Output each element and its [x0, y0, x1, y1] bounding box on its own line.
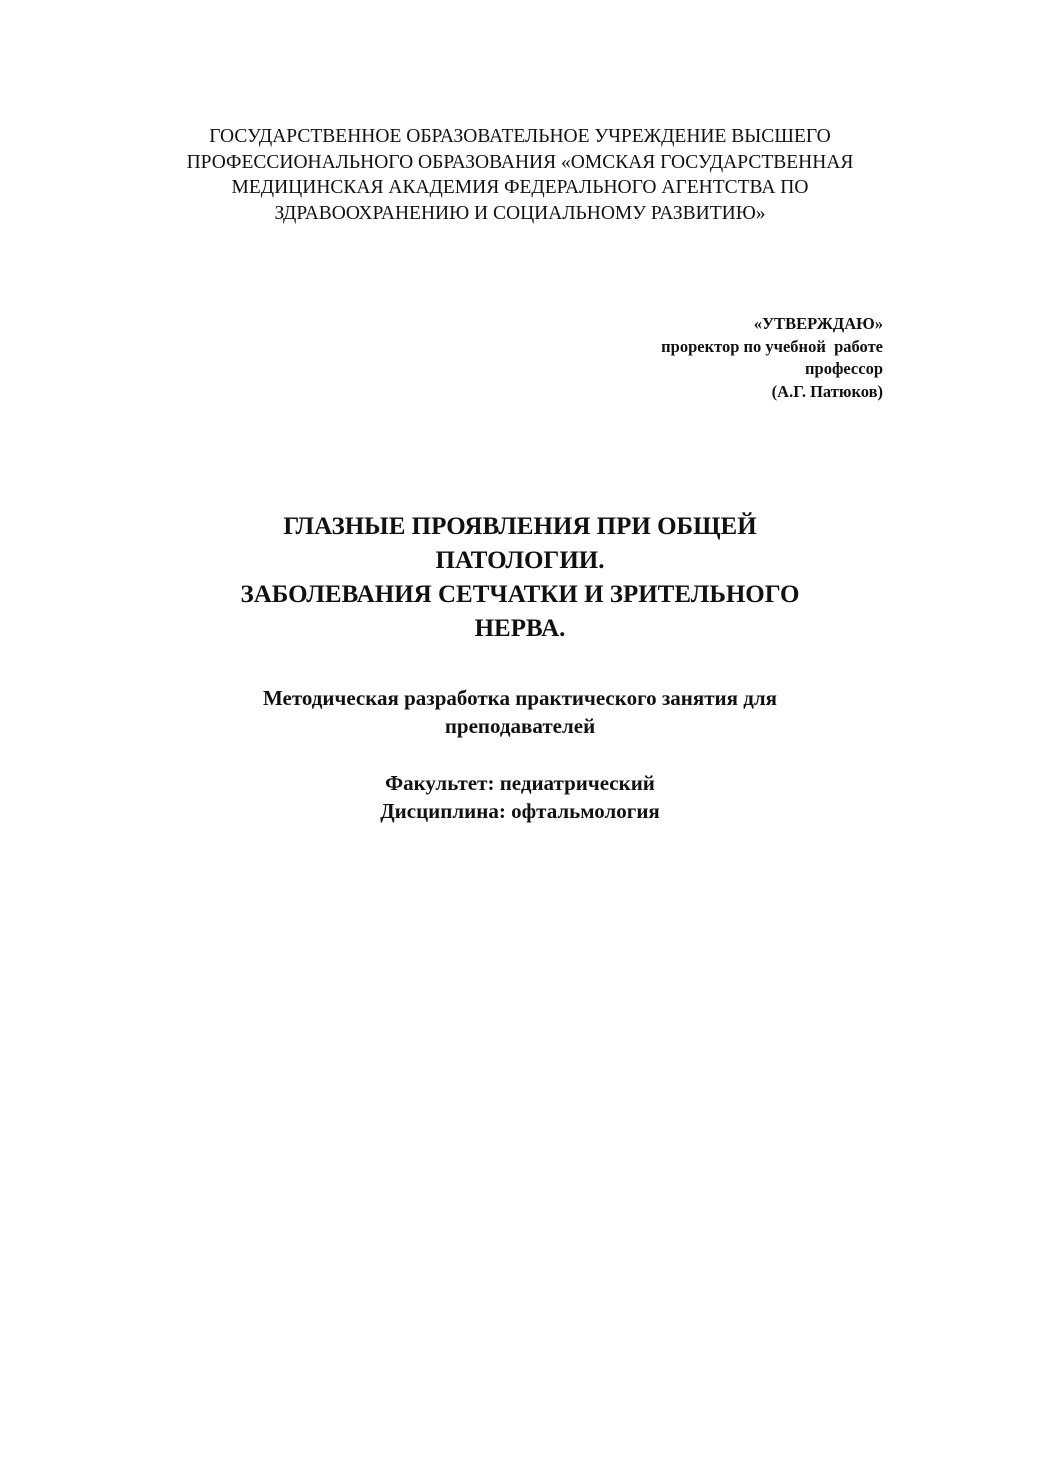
subtitle-line: Методическая разработка практического занятия для — [262, 686, 778, 710]
title-line: ПАТОЛОГИИ. — [435, 547, 605, 574]
discipline-label: Дисциплина: офтальмология — [380, 799, 660, 823]
faculty-label: Факультет: педиатрический — [385, 771, 655, 795]
institution-line: ПРОФЕССИОНАЛЬНОГО ОБРАЗОВАНИЯ «ОМСКАЯ ГОСУДАРСТВЕННАЯ — [186, 151, 854, 173]
institution-line: МЕДИЦИНСКАЯ АКАДЕМИЯ ФЕДЕРАЛЬНОГО АГЕНТСТВА ПО — [231, 177, 809, 198]
title-line: НЕРВА. — [474, 615, 566, 642]
approval-block — [523, 313, 883, 403]
document-meta — [120, 769, 920, 825]
title-line: ГЛАЗНЫЕ ПРОЯВЛЕНИЯ ПРИ ОБЩЕЙ — [283, 513, 757, 540]
approval-position: проректор по учебной работе — [661, 336, 883, 356]
document-subtitle — [120, 684, 920, 740]
approval-name: (А.Г. Патюков) — [771, 381, 883, 401]
institution-line: ГОСУДАРСТВЕННОЕ ОБРАЗОВАТЕЛЬНОЕ УЧРЕЖДЕНИЕ ВЫСШЕГО — [209, 126, 831, 147]
approval-rank: профессор — [805, 359, 883, 378]
document-title — [120, 510, 920, 646]
subtitle-line: преподавателей — [444, 714, 596, 738]
title-line: ЗАБОЛЕВАНИЯ СЕТЧАТКИ И ЗРИТЕЛЬНОГО — [240, 581, 800, 608]
institution-header — [120, 124, 920, 226]
approval-heading: «УТВЕРЖДАЮ» — [753, 314, 883, 333]
institution-line: ЗДРАВООХРАНЕНИЮ И СОЦИАЛЬНОМУ РАЗВИТИЮ» — [274, 202, 766, 224]
